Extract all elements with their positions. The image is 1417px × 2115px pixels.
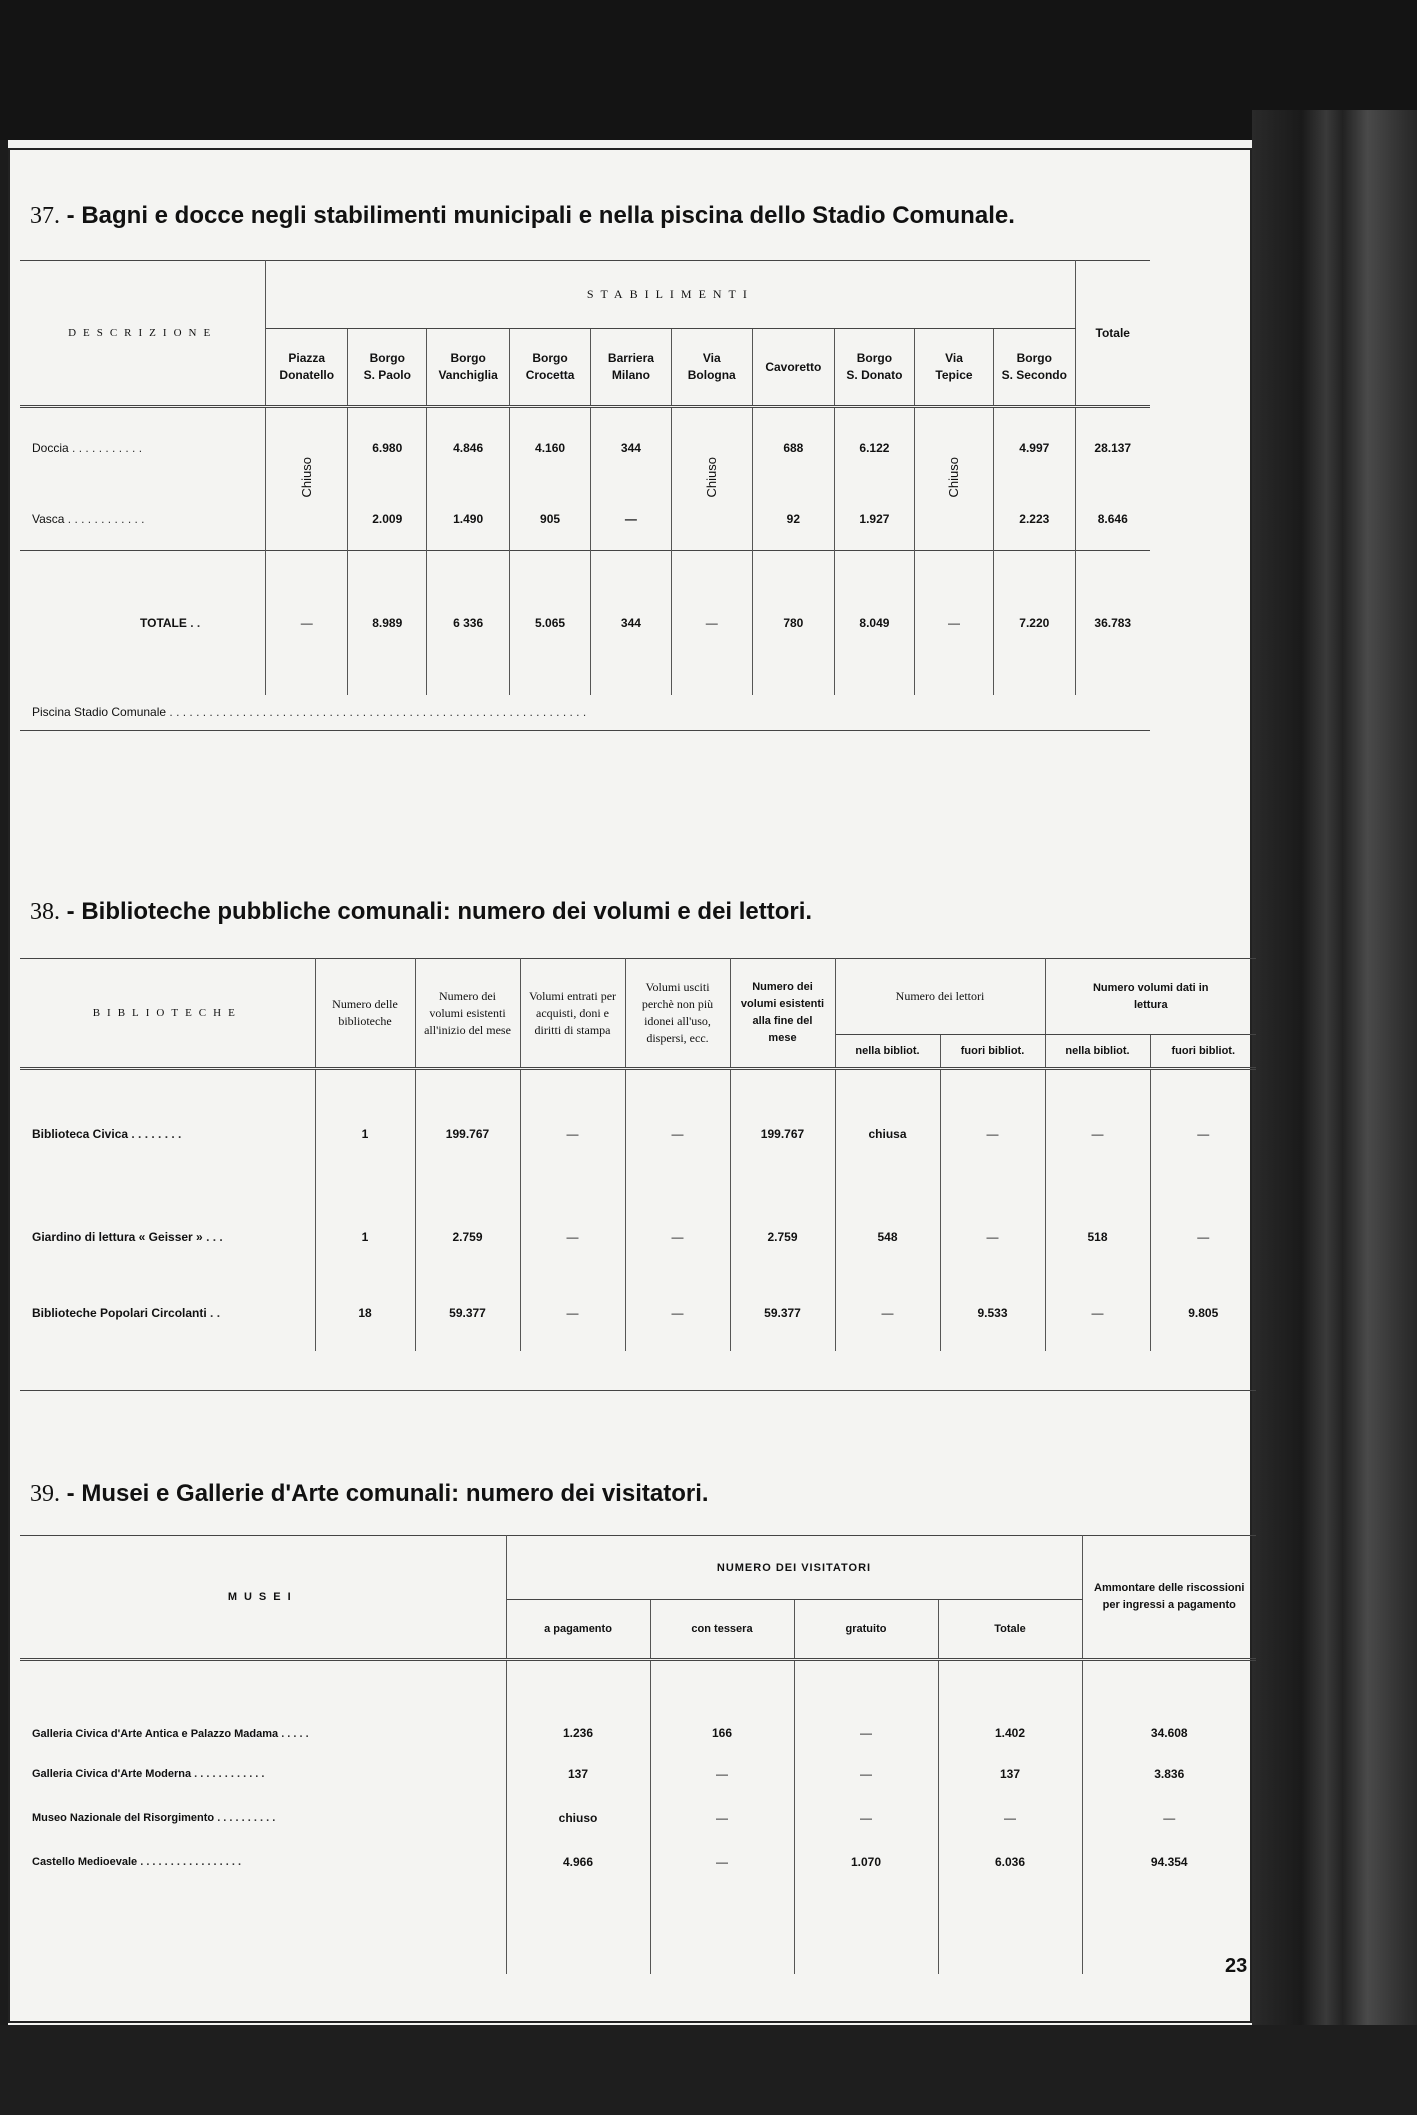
cell: —	[794, 1796, 938, 1840]
cell: 1.402	[938, 1660, 1082, 1752]
cell: 6.036	[938, 1840, 1082, 1884]
dot-leader: . . . . . . . . . . . . . . . . .	[137, 1855, 242, 1868]
dot-leader: . . . . . . . .	[128, 1127, 182, 1142]
cell: 1	[315, 1199, 415, 1275]
cell: 688	[752, 407, 834, 489]
volumi-nella-header: nella bibliot.	[1045, 1035, 1150, 1069]
cell: 59.377	[730, 1275, 835, 1351]
cell: —	[520, 1199, 625, 1275]
cell: —	[650, 1796, 794, 1840]
cell: 1.927	[834, 489, 914, 551]
col-l1: Barriera	[607, 351, 654, 365]
cell: 5.065	[510, 551, 591, 695]
cell: 6.122	[834, 407, 914, 489]
cell: 344	[591, 551, 672, 695]
cell: —	[520, 1069, 625, 1199]
col-l1: Borgo	[856, 351, 893, 365]
lettori-fuori-header: fuori bibliot.	[940, 1035, 1045, 1069]
cell: —	[940, 1199, 1045, 1275]
cell: —	[835, 1275, 940, 1351]
cell: —	[914, 551, 993, 695]
cell: 4.966	[506, 1840, 650, 1884]
cell: 7.220	[994, 551, 1075, 695]
cell: 4.997	[994, 407, 1075, 489]
col-l2: S. Donato	[846, 368, 903, 382]
table38-title	[30, 898, 812, 926]
col-l1: Cavoretto	[765, 359, 822, 374]
cell: 905	[510, 489, 591, 551]
scan-left-border	[0, 140, 8, 2115]
musei-header: MUSEI	[227, 1591, 298, 1603]
chiuso-label: Chiuso	[299, 457, 315, 498]
table39-number: 39.	[30, 1481, 60, 1507]
visitatori-header: NUMERO DEI VISITATORI	[716, 1561, 872, 1574]
cell: 6.980	[348, 407, 427, 489]
volumi-lettura-header: Numero volumi dati in lettura	[1045, 959, 1256, 1035]
table37-total-header: Totale	[1095, 325, 1130, 340]
scan-right-border	[1252, 110, 1417, 2115]
dot-leader: . . . . .	[278, 1727, 309, 1740]
col-l2: Crocetta	[525, 368, 575, 382]
table37	[20, 260, 1150, 731]
entrati-header: Volumi entrati per acquisti, doni e diritti di stampa	[520, 959, 625, 1069]
ammontare-header: Ammontare delle riscossioni per ingressi a pagamento	[1082, 1536, 1256, 1660]
row-label: Galleria Civica d'Arte Antica e Palazzo Madama	[32, 1727, 279, 1740]
cell: —	[625, 1199, 730, 1275]
table38	[20, 958, 1256, 1391]
table-row	[20, 407, 1150, 489]
cell: —	[520, 1275, 625, 1351]
cell: 3.836	[1154, 1766, 1185, 1781]
cell: 518	[1045, 1199, 1150, 1275]
row-label: Giardino di lettura « Geisser »	[32, 1229, 203, 1244]
cell: —	[625, 1069, 730, 1199]
dot-leader: . . . . . . . . . . . . . . . . . . . . . . . . . . . . . . . . . . . . . . . . . . . . . . . . . . . . . . . . . . . . . . .	[166, 705, 587, 720]
col-l1: Borgo	[532, 351, 568, 365]
page-number: 23	[1225, 1955, 1248, 1977]
usciti-header: Volumi usciti perchè non più idonei all'uso, dispersi, ecc.	[625, 959, 730, 1069]
dot-leader: . . . . . . . . . . .	[68, 441, 143, 456]
cell: —	[591, 489, 672, 551]
lettori-header: Numero dei lettori	[835, 959, 1045, 1035]
table37-group-header: STABILIMENTI	[586, 287, 754, 301]
col-l2: S. Secondo	[1001, 368, 1067, 382]
cell: 4.846	[427, 407, 510, 489]
cell: —	[938, 1796, 1082, 1840]
table-row-totale	[20, 551, 1150, 695]
cell: 344	[591, 407, 672, 489]
table-row	[20, 1069, 1256, 1199]
cell: —	[794, 1660, 938, 1752]
cell: 36.783	[1075, 551, 1150, 695]
esistenti-header: Numero dei volumi esistenti all'inizio del mese	[415, 959, 520, 1069]
cell: —	[794, 1752, 938, 1796]
cell: 166	[650, 1660, 794, 1752]
table-row	[20, 1275, 1256, 1351]
cell: 94.354	[1150, 1854, 1188, 1869]
cell: 780	[752, 551, 834, 695]
cell: 1.236	[506, 1660, 650, 1752]
cell: —	[1197, 1229, 1210, 1244]
gratuito-header: gratuito	[794, 1600, 938, 1660]
chiuso-label: Chiuso	[704, 457, 720, 498]
dot-leader: . .	[186, 615, 201, 630]
totale-label: TOTALE	[140, 615, 187, 630]
cell: 1.070	[794, 1840, 938, 1884]
cell: —	[625, 1275, 730, 1351]
cell: —	[1045, 1275, 1150, 1351]
col-l1: Borgo	[1016, 351, 1052, 365]
col-l1: Piazza	[288, 351, 326, 365]
cell: 199.767	[415, 1069, 520, 1199]
cell: —	[940, 1069, 1045, 1199]
cell: 92	[752, 489, 834, 551]
col-l2: Milano	[611, 368, 650, 382]
col-l2: Vanchiglia	[438, 368, 498, 382]
volumi-fuori-header: fuori bibliot.	[1150, 1035, 1256, 1069]
row-label: Biblioteca Civica	[32, 1127, 129, 1142]
totale-header: Totale	[938, 1600, 1082, 1660]
cell: —	[650, 1840, 794, 1884]
tessera-header: con tessera	[650, 1600, 794, 1660]
dot-leader: . .	[206, 1305, 221, 1320]
scan-top-border	[0, 0, 1417, 140]
cell: 34.608	[1150, 1725, 1188, 1740]
row-label: Biblioteche Popolari Circolanti	[32, 1305, 207, 1320]
table37-total-header-cell	[1075, 261, 1150, 407]
col-l1: Via	[945, 351, 963, 365]
chiuso-label: Chiuso	[946, 457, 962, 498]
col-l1: Borgo	[450, 351, 486, 365]
cell: —	[266, 551, 348, 695]
cell: chiusa	[835, 1069, 940, 1199]
table-row	[20, 1840, 1256, 1884]
table37-group-header-cell	[266, 261, 1075, 329]
table38-number: 38.	[30, 899, 60, 925]
numero-header: Numero delle biblioteche	[315, 959, 415, 1069]
cell: 9.533	[940, 1275, 1045, 1351]
table39	[20, 1535, 1256, 1974]
table38-title-text: - Biblioteche pubbliche comunali: numero dei volumi e dei lettori.	[66, 898, 813, 925]
document-page	[8, 148, 1252, 2023]
table39-title	[30, 1480, 709, 1508]
cell: 137	[506, 1752, 650, 1796]
cell: —	[1045, 1069, 1150, 1199]
cell: chiuso	[506, 1796, 650, 1840]
pagamento-header: a pagamento	[506, 1600, 650, 1660]
col-l2: Tepice	[935, 368, 973, 382]
cell: 8.646	[1097, 512, 1128, 527]
table37-desc-header: DESCRIZIONE	[68, 327, 218, 339]
row-label: Doccia	[32, 441, 69, 456]
bib-header: BIBLIOTECHE	[92, 1007, 242, 1019]
cell: 8.049	[834, 551, 914, 695]
table37-title-text: - Bagni e docce negli stabilimenti municipali e nella piscina dello Stadio Comunale.	[66, 202, 1015, 229]
row-label: Museo Nazionale del Risorgimento	[32, 1811, 215, 1824]
piscina-label: Piscina Stadio Comunale	[32, 705, 167, 720]
cell: 1.490	[427, 489, 510, 551]
cell: 2.759	[415, 1199, 520, 1275]
cell: 9.805	[1188, 1305, 1219, 1320]
cell: 548	[835, 1199, 940, 1275]
cell: 137	[938, 1752, 1082, 1796]
dot-leader: . . . . . . . . . . . .	[64, 512, 145, 527]
cell: 8.989	[348, 551, 427, 695]
cell: 199.767	[730, 1069, 835, 1199]
dot-leader: . . . . . . . . . . . .	[191, 1767, 265, 1780]
table37-desc-header-cell	[20, 261, 266, 407]
cell: 4.160	[510, 407, 591, 489]
col-l2: Bologna	[687, 368, 736, 382]
col-l2: S. Paolo	[363, 368, 411, 382]
scan-bottom-border	[0, 2025, 1417, 2115]
row-label: Galleria Civica d'Arte Moderna	[32, 1767, 192, 1780]
cell: 59.377	[415, 1275, 520, 1351]
cell: —	[671, 551, 752, 695]
cell: 2.223	[994, 489, 1075, 551]
cell: 1	[315, 1069, 415, 1199]
table37-number: 37.	[30, 203, 60, 229]
row-label: Castello Medioevale	[32, 1855, 138, 1868]
fine-header: Numero dei volumi esistenti alla fine del mese	[730, 959, 835, 1069]
cell: 28.137	[1075, 407, 1150, 489]
cell: 2.759	[730, 1199, 835, 1275]
lettori-nella-header: nella bibliot.	[835, 1035, 940, 1069]
table-row-piscina	[20, 695, 1150, 731]
cell: —	[1163, 1810, 1176, 1825]
col-l1: Via	[702, 351, 721, 365]
table39-title-text: - Musei e Gallerie d'Arte comunali: numero dei visitatori.	[66, 1480, 709, 1507]
cell: —	[1197, 1127, 1210, 1142]
dot-leader: . . .	[202, 1229, 223, 1244]
cell: 18	[315, 1275, 415, 1351]
dot-leader: . . . . . . . . . .	[214, 1811, 276, 1824]
col-l2: Donatello	[279, 368, 335, 382]
table-row	[20, 1660, 1256, 1752]
table-row	[20, 1199, 1256, 1275]
col-l1: Borgo	[369, 351, 405, 365]
cell: —	[650, 1752, 794, 1796]
table-row	[20, 1752, 1256, 1796]
table-row	[20, 1796, 1256, 1840]
cell: 2.009	[348, 489, 427, 551]
table37-title	[30, 202, 1015, 230]
row-label: Vasca	[32, 512, 65, 527]
cell: 6 336	[427, 551, 510, 695]
